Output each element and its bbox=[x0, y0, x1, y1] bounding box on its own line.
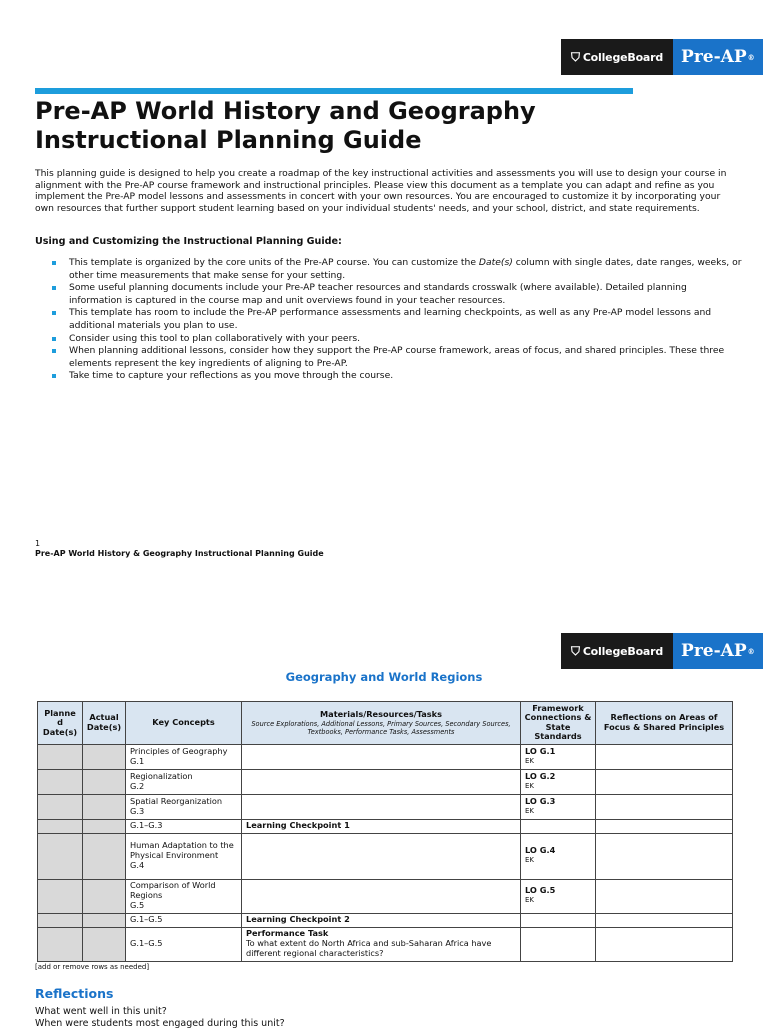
list-item: When planning additional lessons, consider how they support the Pre-AP course framework, areas of focus, and shared principles. These three elements represent the key ingredients of aligning to Pre-AP. bbox=[52, 345, 742, 370]
col-framework: Framework Connections & State Standards bbox=[521, 702, 596, 745]
col-actual-dates: Actual Date(s) bbox=[83, 702, 126, 745]
bullet-icon bbox=[52, 286, 56, 290]
list-item: Consider using this tool to plan collaboratively with your peers. bbox=[52, 333, 742, 346]
col-materials: Materials/Resources/Tasks Source Explorations, Additional Lessons, Primary Sources, Secondary Sources, Textbooks, Performance Tasks, Assessments bbox=[242, 702, 521, 745]
col-planned-dates: Planne d Date(s) bbox=[38, 702, 83, 745]
planning-table bbox=[37, 701, 733, 962]
table-header-row bbox=[38, 702, 733, 745]
intro-paragraph: This planning guide is designed to help you create a roadmap of the key instructional activities and assessments you will use to design your course in alignment with the Pre-AP course framework and instructional principles. Please view this document as a template you can adapt and refine as you implement the Pre-AP model lessons and assessments in concert with your own resources. You are encouraged to customize it by incorporating your own resources that further support student learning based on your individual students' needs, and your school, district, and state requirements. bbox=[35, 168, 727, 214]
bullet-icon bbox=[52, 311, 56, 315]
reflections-heading: Reflections bbox=[35, 986, 114, 1001]
table-row: Regionalization G.2 LO G.2 EK bbox=[38, 769, 733, 794]
customizing-heading: Using and Customizing the Instructional Planning Guide: bbox=[35, 236, 342, 247]
preap-logo: Pre-AP ® bbox=[673, 633, 763, 669]
collegeboard-logo: ⛉ CollegeBoard bbox=[561, 39, 673, 75]
title-accent-bar bbox=[35, 88, 633, 94]
table-row: G.1–G.5 Learning Checkpoint 2 bbox=[38, 913, 733, 927]
bullet-icon bbox=[52, 337, 56, 341]
reflection-question: When were students most engaged during this unit? bbox=[35, 1018, 285, 1029]
bullet-icon bbox=[52, 349, 56, 353]
collegeboard-preap-logo-2 bbox=[561, 633, 763, 669]
bullet-icon bbox=[52, 374, 56, 378]
table-row: Human Adaptation to the Physical Environment G.4 LO G.4 EK bbox=[38, 833, 733, 879]
preap-logo: Pre-AP ® bbox=[673, 39, 763, 75]
page-footer: Pre-AP World History & Geography Instructional Planning Guide bbox=[35, 549, 324, 558]
guide-bullet-list bbox=[52, 257, 742, 383]
table-row: Spatial Reorganization G.3 LO G.3 EK bbox=[38, 794, 733, 819]
unit-title: Geography and World Regions bbox=[285, 670, 483, 684]
acorn-shield-icon: ⛉ bbox=[571, 49, 580, 64]
reflection-question: What went well in this unit? bbox=[35, 1006, 167, 1017]
acorn-shield-icon: ⛉ bbox=[571, 643, 580, 658]
list-item: Some useful planning documents include your Pre-AP teacher resources and standards crosswalk (where available). Detailed planning information is captured in the course map and unit overviews found in your teacher resources. bbox=[52, 282, 742, 307]
table-row: G.1–G.3 Learning Checkpoint 1 bbox=[38, 819, 733, 833]
list-item: This template has room to include the Pre-AP performance assessments and learning checkpoints, as well as any Pre-AP model lessons and additional materials you plan to use. bbox=[52, 307, 742, 332]
collegeboard-logo: ⛉ CollegeBoard bbox=[561, 633, 673, 669]
table-row: G.1–G.5 Performance Task To what extent do North Africa and sub-Saharan Africa have different regional characteristics? bbox=[38, 927, 733, 961]
list-item: Take time to capture your reflections as you move through the course. bbox=[52, 370, 742, 383]
collegeboard-preap-logo bbox=[561, 39, 763, 75]
table-row: Principles of Geography G.1 LO G.1 EK bbox=[38, 744, 733, 769]
page-number: 1 bbox=[35, 539, 41, 548]
col-reflections: Reflections on Areas of Focus & Shared Principles bbox=[596, 702, 733, 745]
bullet-icon bbox=[52, 261, 56, 265]
col-key-concepts: Key Concepts bbox=[126, 702, 242, 745]
page-title: Pre-AP World History and Geography Instructional Planning Guide bbox=[35, 97, 536, 154]
list-item: This template is organized by the core units of the Pre-AP course. You can customize the Date(s) column with single dates, date ranges, weeks, or other time measurements that make sense for your setting. bbox=[52, 257, 742, 282]
table-row: Comparison of World Regions G.5 LO G.5 EK bbox=[38, 879, 733, 913]
table-note: [add or remove rows as needed] bbox=[35, 963, 150, 971]
